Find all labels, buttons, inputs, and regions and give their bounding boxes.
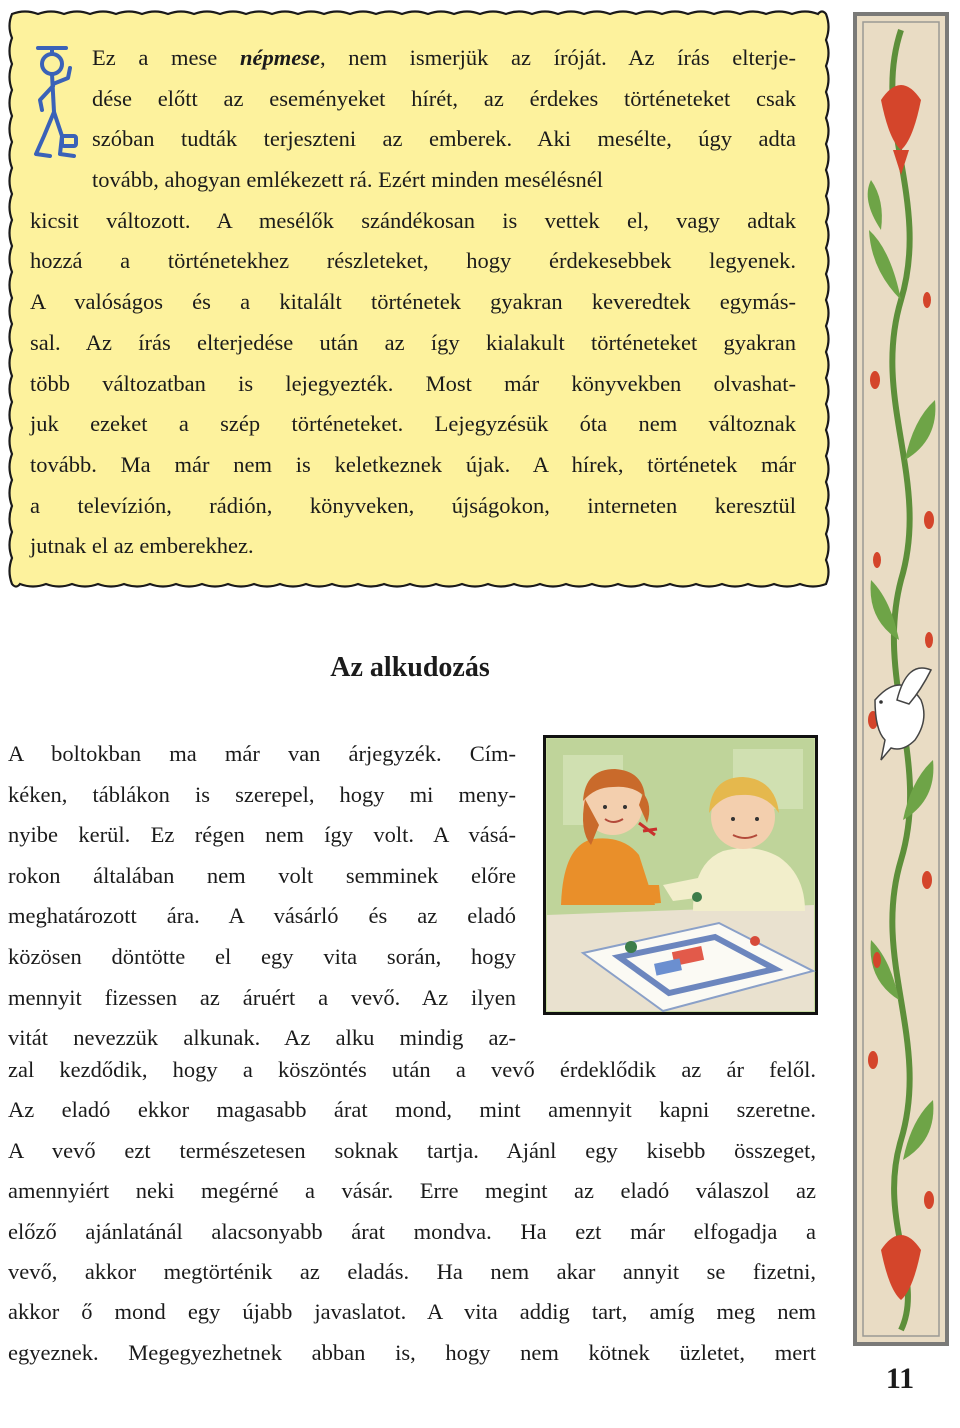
text-line: vitát nevezzük alkunak. Az alku mindig az- xyxy=(8,1025,516,1051)
text-line: előző ajánlatánál alacsonyabb árat mondva. Ha ezt már elfogadja a xyxy=(8,1218,816,1244)
info-line: jutnak el az emberekhez. xyxy=(30,533,254,559)
text-line: meghatározott ára. A vásárló és az eladó xyxy=(8,903,516,929)
info-line: sal. Az írás elterjedése után az így kialakult történeteket gyakran xyxy=(30,329,796,355)
text-line: amennyiért neki megérné a vásár. Erre megint az eladó válaszol az xyxy=(8,1178,816,1204)
info-line: juk ezeket a szép történeteket. Lejegyzésük óta nem változnak xyxy=(30,411,796,437)
text-line: nyibe kerül. Ez régen nem így volt. A vásá- xyxy=(8,822,516,848)
text-line: A vevő ezt természetesen soknak tartja. Ajánl egy kisebb összeget, xyxy=(8,1137,816,1163)
info-line: kicsit változott. A mesélők szándékosan is vettek el, vagy adtak xyxy=(30,207,796,233)
info-line: több változatban is lejegyezték. Most már könyvekben olvashat- xyxy=(30,370,796,396)
text-line: közösen döntötte el egy vita során, hogy xyxy=(8,943,516,969)
info-line: szóban tudták terjeszteni az emberek. Aki mesélte, úgy adta xyxy=(92,126,796,152)
info-line: dése előtt az eseményeket hírét, az érdekes történeteket csak xyxy=(92,85,796,111)
info-box-text xyxy=(30,38,796,567)
page-number: 11 xyxy=(885,1362,915,1395)
info-line: Ez a mese népmese, nem ismerjük az íróját. Az írás elterje- xyxy=(92,45,796,70)
section-title: Az alkudozás xyxy=(330,652,490,683)
info-line: A valóságos és a kitalált történetek gyakran keveredtek egymás- xyxy=(30,289,796,315)
info-line: tovább. Ma már nem is keletkeznek újak. A hírek, történetek már xyxy=(30,451,796,477)
text-line: akkor ő mond egy újabb javaslatot. A vita addig tart, amíg meg nem xyxy=(8,1299,816,1325)
info-line: tovább, ahogyan emlékezett rá. Ezért minden mesélésnél xyxy=(92,167,604,193)
text-line: egyeznek. Megegyezhetnek abban is, hogy nem kötnek üzletet, mert xyxy=(8,1339,816,1365)
text-line: kéken, táblákon is szerepel, hogy mi meny- xyxy=(8,781,516,807)
text-line: A boltokban ma már van árjegyzék. Cím- xyxy=(8,741,516,766)
children-board-game-illustration xyxy=(543,735,818,1015)
text-line: Az eladó ekkor magasabb árat mond, mint amennyit kapni szeretne. xyxy=(8,1097,816,1123)
info-line: hozzá a történetekhez részleteket, hogy érdekesebbek legyenek. xyxy=(30,248,796,274)
info-line: a televízión, rádión, könyveken, újságokon, interneten keresztül xyxy=(30,492,796,518)
full-width-paragraph xyxy=(8,1050,816,1373)
text-line: zal kezdődik, hogy a köszöntés után a vevő érdeklődik az ár felől. xyxy=(8,1057,816,1082)
folk-floral-border-ornament xyxy=(851,0,951,1428)
text-line: rokon általában nem volt semminek előre xyxy=(8,862,516,888)
text-line: mennyit fizessen az áruért a vevő. Az ilyen xyxy=(8,984,516,1010)
text-line: vevő, akkor megtörténik az eladás. Ha nem akar annyit se fizetni, xyxy=(8,1258,816,1284)
column-paragraph xyxy=(8,734,516,1059)
emphasis-term: népmese xyxy=(239,45,320,70)
